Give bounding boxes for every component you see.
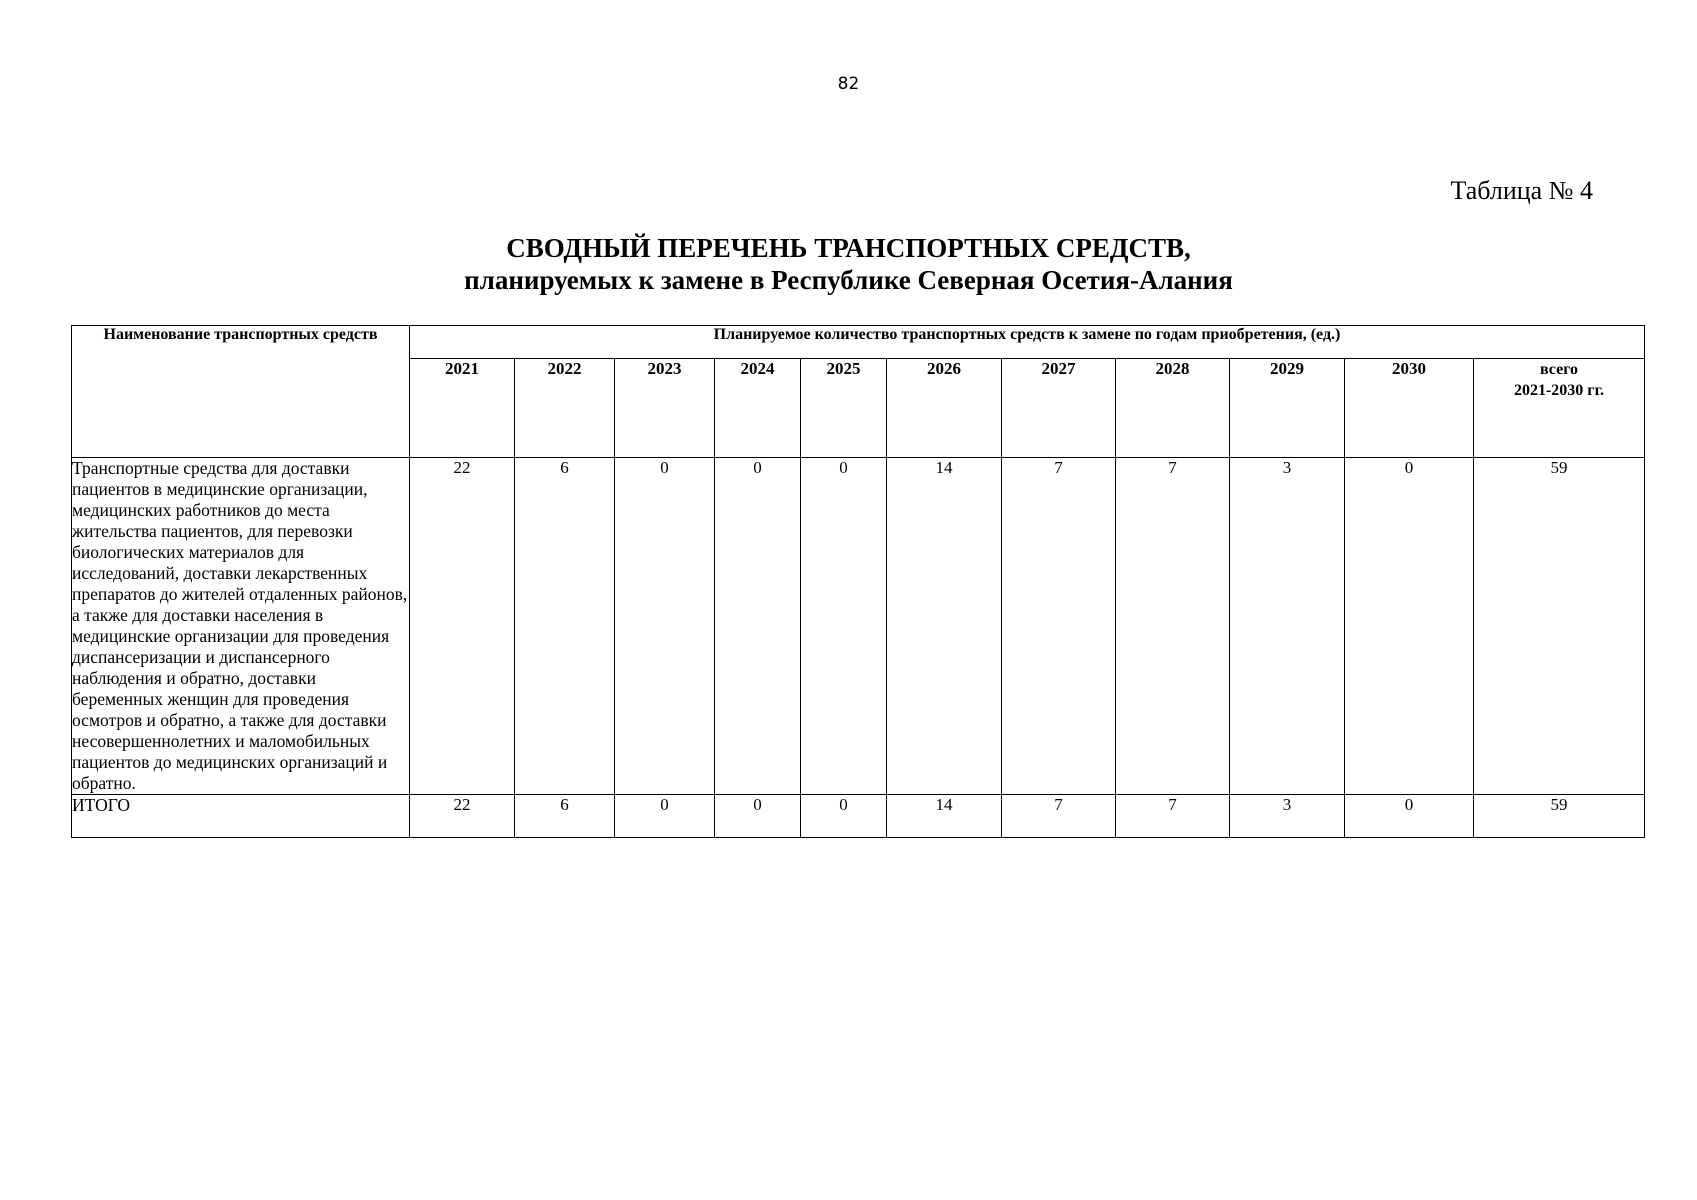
value-cell: 0	[615, 795, 715, 838]
value-cell: 7	[1116, 795, 1230, 838]
value-cell: 14	[887, 795, 1002, 838]
title-line-1: СВОДНЫЙ ПЕРЕЧЕНЬ ТРАНСПОРТНЫХ СРЕДСТВ,	[506, 233, 1191, 263]
table-label: Таблица № 4	[1450, 176, 1593, 205]
value-cell: 3	[1230, 458, 1345, 795]
year-header: 2024	[715, 359, 801, 458]
value-cell: 7	[1002, 795, 1116, 838]
year-header: 2022	[515, 359, 615, 458]
name-column-header: Наименование транспортных средств	[72, 326, 410, 458]
page-number: 82	[837, 74, 860, 94]
year-header: 2030	[1345, 359, 1474, 458]
value-cell: 7	[1002, 458, 1116, 795]
item-name-cell: ИТОГО	[72, 795, 410, 838]
total-header-line-2: 2021-2030 гг.	[1513, 382, 1605, 399]
value-cell: 0	[1345, 458, 1474, 795]
total-value-cell: 59	[1474, 458, 1645, 795]
year-header: 2029	[1230, 359, 1345, 458]
total-header-line-1: всего	[1539, 361, 1579, 378]
total-column-header	[1474, 359, 1645, 458]
header-row-1	[72, 326, 1645, 359]
value-cell: 0	[801, 795, 887, 838]
document-title	[0, 232, 1697, 296]
table-row-total	[72, 795, 1645, 838]
value-cell: 0	[715, 795, 801, 838]
year-header: 2025	[801, 359, 887, 458]
year-header: 2021	[410, 359, 515, 458]
value-cell: 22	[410, 795, 515, 838]
year-header: 2023	[615, 359, 715, 458]
table-row	[72, 458, 1645, 795]
quantity-group-header: Планируемое количество транспортных средств к замене по годам приобретения, (ед.)	[410, 326, 1645, 359]
item-name-cell: Транспортные средства для доставки пациентов в медицинские организации, медицинских работников до места жительства пациентов, для перевозки биологических материалов для исследований, доставки лекарственных препаратов до жителей отдаленных районов, а также для доставки населения в медицинские организации для проведения диспансеризации и диспансерного наблюдения и обратно, доставки беременных женщин для проведения осмотров и обратно, а также для доставки несовершеннолетних и маломобильных пациентов до медицинских организаций и обратно.	[72, 458, 410, 795]
value-cell: 6	[515, 458, 615, 795]
value-cell: 22	[410, 458, 515, 795]
value-cell: 3	[1230, 795, 1345, 838]
value-cell: 0	[801, 458, 887, 795]
value-cell: 0	[715, 458, 801, 795]
value-cell: 0	[1345, 795, 1474, 838]
value-cell: 7	[1116, 458, 1230, 795]
value-cell: 14	[887, 458, 1002, 795]
total-value-cell: 59	[1474, 795, 1645, 838]
year-header: 2027	[1002, 359, 1116, 458]
value-cell: 6	[515, 795, 615, 838]
year-header: 2028	[1116, 359, 1230, 458]
year-header: 2026	[887, 359, 1002, 458]
title-line-2: планируемых к замене в Республике Северная Осетия-Алания	[464, 265, 1233, 295]
value-cell: 0	[615, 458, 715, 795]
summary-table	[71, 325, 1645, 838]
